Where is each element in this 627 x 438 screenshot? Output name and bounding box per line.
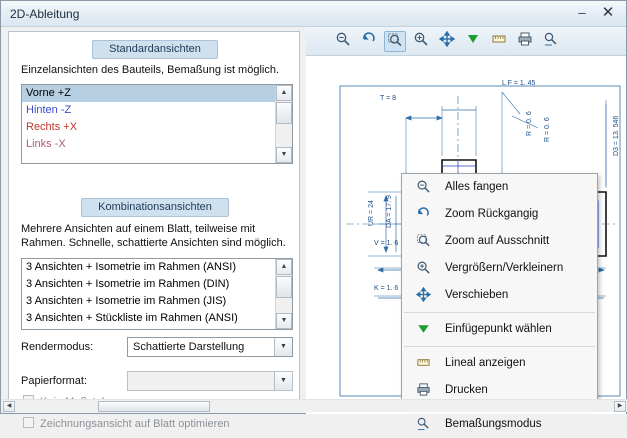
list-item[interactable]: Vorne +Z xyxy=(22,85,275,102)
combination-views-caption: Kombinationsansichten xyxy=(81,198,229,217)
window-title: 2D-Ableitung xyxy=(10,7,80,21)
chevron-down-icon[interactable]: ▼ xyxy=(274,372,292,390)
scrollbar-thumb[interactable] xyxy=(276,102,292,124)
menu-item-label: Bemaßungsmodus xyxy=(445,418,542,430)
list-item[interactable]: Links -X xyxy=(26,138,66,150)
menu-item-label: Vergrößern/Verkleinern xyxy=(445,262,564,274)
close-button[interactable]: ✕ xyxy=(601,4,615,21)
zoom-in-out-icon xyxy=(415,260,432,277)
dimension-label: DA = 17. 9 xyxy=(386,195,393,228)
list-item[interactable]: 3 Ansichten + Isometrie im Rahmen (ANSI) xyxy=(26,261,236,273)
list-item[interactable]: Hinten -Z xyxy=(26,104,72,116)
print-icon[interactable] xyxy=(514,31,536,52)
scroll-up-button[interactable]: ▲ xyxy=(276,85,292,101)
combination-views-group-header xyxy=(9,198,301,218)
scroll-up-button[interactable]: ▲ xyxy=(276,259,292,275)
pan-icon xyxy=(415,287,432,304)
undo-icon xyxy=(415,206,432,223)
menu-item-label: Lineal anzeigen xyxy=(445,357,526,369)
menu-item-label: Einfügepunkt wählen xyxy=(445,323,552,335)
menu-item-alles-fangen[interactable] xyxy=(402,174,597,201)
menu-item-lineal-anzeigen[interactable] xyxy=(402,350,597,377)
rendermode-select[interactable] xyxy=(127,337,293,357)
context-menu xyxy=(401,173,598,430)
menu-item-vergroessern-verkleinern[interactable] xyxy=(402,255,597,282)
list-item[interactable]: 3 Ansichten + Stückliste im Rahmen (ANSI) xyxy=(26,312,238,324)
dimension-label: D3 = 13. 546 xyxy=(613,115,620,156)
ruler-icon[interactable] xyxy=(488,31,510,52)
scroll-left-button[interactable]: ◀ xyxy=(3,401,15,412)
menu-item-verschieben[interactable] xyxy=(402,282,597,309)
standard-views-description: Einzelansichten des Bauteils, Bemaßung ist möglich. xyxy=(21,64,280,76)
scrollbar-thumb[interactable] xyxy=(98,401,210,412)
dimension-label: R = 0. 6 xyxy=(526,111,533,136)
menu-separator xyxy=(404,312,595,313)
checkbox-box[interactable] xyxy=(23,417,34,428)
menu-item-bemassungsmodus[interactable] xyxy=(402,411,597,438)
optimize-view-checkbox[interactable] xyxy=(23,417,230,430)
standard-views-listbox[interactable] xyxy=(21,84,293,164)
menu-separator xyxy=(404,346,595,347)
insert-point-icon[interactable] xyxy=(462,31,484,52)
minimize-button[interactable]: – xyxy=(578,5,586,20)
menu-item-label: Drucken xyxy=(445,384,488,396)
optimize-view-label: Zeichnungsansicht auf Blatt optimieren xyxy=(40,418,230,430)
combination-views-scrollbar[interactable] xyxy=(275,259,292,329)
menu-item-label: Verschieben xyxy=(445,289,509,301)
menu-item-label: Alles fangen xyxy=(445,181,509,193)
list-item[interactable]: 3 Ansichten + Isometrie im Rahmen (DIN) xyxy=(26,278,230,290)
dimension-label: K = 1. 6 xyxy=(374,285,399,292)
dimension-label: V = 1. 6 xyxy=(374,240,399,247)
standard-views-caption: Standardansichten xyxy=(92,40,218,59)
paperformat-label: Papierformat: xyxy=(21,375,88,387)
menu-item-einfuegepunkt-waehlen[interactable] xyxy=(402,316,597,343)
zoom-window-icon[interactable] xyxy=(384,31,406,52)
dimension-mode-icon[interactable] xyxy=(540,31,562,52)
menu-item-label: Zoom Rückgangig xyxy=(445,208,539,220)
horizontal-scrollbar[interactable] xyxy=(2,399,627,412)
title-bar xyxy=(1,1,626,27)
preview-toolbar xyxy=(306,27,626,56)
dimension-label: T = 8 xyxy=(380,95,397,102)
scroll-down-button[interactable]: ▼ xyxy=(276,147,292,163)
scroll-right-button[interactable]: ▶ xyxy=(614,401,626,412)
pan-icon[interactable] xyxy=(436,31,458,52)
rendermode-label: Rendermodus: xyxy=(21,341,94,353)
chevron-down-icon[interactable]: ▼ xyxy=(274,338,292,356)
list-item[interactable]: 3 Ansichten + Isometrie im Rahmen (JIS) xyxy=(26,295,227,307)
undo-icon[interactable] xyxy=(358,31,380,52)
zoom-in-out-icon[interactable] xyxy=(410,31,432,52)
insert-point-icon xyxy=(415,321,432,338)
combination-views-listbox[interactable] xyxy=(21,258,293,330)
zoom-window-icon xyxy=(415,233,432,250)
dimension-label: UR = 24 xyxy=(368,200,375,226)
standard-views-scrollbar[interactable] xyxy=(275,85,292,163)
dimension-label: L F = 1. 45 xyxy=(502,80,536,87)
paperformat-select[interactable] xyxy=(127,371,293,391)
menu-item-zoom-rueckgaengig[interactable] xyxy=(402,201,597,228)
list-item[interactable]: Rechts +X xyxy=(26,121,78,133)
options-panel xyxy=(8,31,300,430)
print-icon xyxy=(415,382,432,399)
ruler-icon xyxy=(415,355,432,372)
scrollbar-thumb[interactable] xyxy=(276,276,292,298)
zoom-all-icon xyxy=(415,179,432,196)
dimension-label: R = 0. 6 xyxy=(544,117,551,142)
dimension-mode-icon xyxy=(415,416,432,433)
rendermode-value: Schattierte Darstellung xyxy=(133,341,245,353)
standard-views-group-header xyxy=(9,40,301,60)
scroll-down-button[interactable]: ▼ xyxy=(276,313,292,329)
menu-item-zoom-auf-ausschnitt[interactable] xyxy=(402,228,597,255)
zoom-all-icon[interactable] xyxy=(332,31,354,52)
menu-item-label: Zoom auf Ausschnitt xyxy=(445,235,550,247)
combination-views-description: Mehrere Ansichten auf einem Blatt, teilweise mit Rahmen. Schnelle, schattierte Ansichten sind möglich. xyxy=(21,223,286,249)
